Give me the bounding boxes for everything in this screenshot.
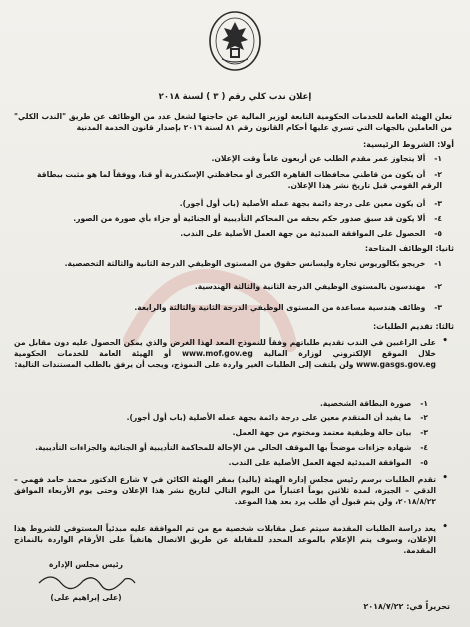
- item-number: ٢-: [420, 413, 428, 422]
- signature-block: [26, 560, 146, 602]
- item-text: أن يكون معين على درجة دائمة بجهة عمله الأصلية (باب أول أجور).: [179, 199, 426, 208]
- item-number: ٤-: [434, 214, 442, 223]
- section-heading-conditions: أولا: الشروط الرئيسية:: [362, 140, 454, 149]
- item-number: ٣-: [434, 303, 442, 312]
- list-item: [14, 281, 442, 292]
- item-text: وظائف هندسية مساعدة من المستوى الوظيفي الدرجة الثانية والثالثة والرابعة.: [134, 303, 426, 312]
- list-item: [14, 228, 442, 239]
- item-text: خريجو بكالوريوس تجارة وليسانس حقوق من المستوى الوظيفي الدرجة الثانية والثالثة التخصصية.: [64, 259, 426, 268]
- item-text: ألا يتجاوز عمر مقدم الطلب عن أربعون عاماً وقت الإعلان.: [211, 154, 426, 163]
- list-item: [14, 153, 442, 164]
- bullet-icon: •: [442, 473, 448, 483]
- item-number: ٤-: [420, 443, 428, 452]
- item-number: ٥-: [420, 458, 428, 467]
- item-number: ٢-: [434, 282, 442, 291]
- item-text: شهادة جزاءات موضحاً بها الموقف الحالي من الإحالة للمحاكمة التأديبية أو الجنائية والجزاءات التأديبية.: [35, 443, 412, 452]
- section-heading-applications: ثالثا: تقديم الطلبات:: [372, 322, 454, 331]
- item-number: ٥-: [434, 229, 442, 238]
- signature-name: (على إبراهيم على): [50, 593, 122, 602]
- list-item: [14, 442, 428, 453]
- list-item: [14, 302, 442, 313]
- item-number: ١-: [434, 259, 442, 268]
- section-heading-jobs: ثانيا: الوظائف المتاحة:: [364, 244, 454, 253]
- list-item: [14, 427, 428, 438]
- list-item: [14, 169, 442, 191]
- bullet-icon: •: [442, 522, 448, 532]
- item-text: مهندسون بالمستوى الوظيفي الدرجة الثانية والثالثة الهندسية.: [194, 282, 426, 291]
- interview-info: يعد دراسة الطلبات المقدمة سيتم عمل مقابلات شخصية مع من تم الموافقة عليه مبدئياً المستوفي للشروط هذا الإعلان، وسوف يتم الإعلام بالموعد المحدد للمقابلة عن طريق الاتصال هاتفياً على الأرقام الواردة بالنماذج المقدمة.: [14, 524, 436, 555]
- handwritten-signature: [31, 569, 141, 591]
- applications-intro: على الراغبين في الندب تقديم طلباتهم وفقاً للنموذج المعد لهذا الغرض والذي يمكن الحصول عليه دون مقابل من خلال الموقع الإلكتروني لوزارة المالية www.mof.gov.eg أو الهيئة العامة للخدمات الحكومية www.gasgs.gov.eg ولن يلتفت إلى الطلبات الغير واردة على النموذج، ويجب أن يرفق بالطلب المستندات التالية:: [14, 338, 437, 369]
- list-item: [14, 398, 428, 409]
- item-text: ألا يكون قد سبق صدور حكم بحقه من المحاكم التأديبية أو الجنائية أو جزاء بأي صورة من الصور.: [73, 214, 426, 223]
- issue-date: تحريراً في: ٢٠١٨/٧/٢٢: [363, 602, 450, 611]
- item-text: ما يفيد أن المتقدم معين على درجة دائمة بجهة عمله الأصلية (باب أول أجور).: [126, 413, 412, 422]
- item-number: ٣-: [420, 428, 428, 437]
- signature-role: رئيس مجلس الإدارة: [49, 560, 123, 569]
- list-item: [14, 457, 428, 468]
- list-item: [14, 213, 442, 224]
- list-item: [14, 198, 442, 209]
- item-text: بيان حالة وظيفية معتمد ومختوم من جهة العمل.: [232, 428, 412, 437]
- item-number: ٣-: [434, 199, 442, 208]
- list-item: [14, 258, 442, 269]
- item-number: ٢-: [434, 170, 442, 179]
- list-item: [14, 412, 428, 423]
- submission-info: تقدم الطلبات برسم رئيس مجلس إدارة الهيئة (باليد) بمقر الهيئة الكائن في ٧ شارع الدكتور محمد حامد فهمي – الدقي – الجيزة، لمدة ثلاثين يوماً اعتباراً من اليوم التالي لتاريخ نشر هذا الإعلان وحتى يوم الأربعاء الموافق ٢٠١٨/٨/٢٢، ولن يتم قبول أي طلب يرد بعد هذا الموعد.: [14, 475, 436, 506]
- item-text: الحصول على الموافقة المبدئية من جهة العمل الأصلية على الندب.: [180, 229, 426, 238]
- item-text: أن يكون من قاطني محافظات القاهرة الكبرى أو محافظتي الإسكندرية أو قنا، ووفقاً لما هو مثبت ببطاقة الرقم القومي قبل تاريخ نشر هذا الإعلان.: [37, 170, 442, 190]
- announcement-intro: تعلن الهيئة العامة للخدمات الحكومية التابعة لوزير المالية عن حاجتها لشغل عدد من الوظائف عن طريق "الندب الكلي" من العاملين بالجهات التي تسري عليها أحكام القانون رقم ٨١ لسنة ٢٠١٦ بإصدار قانون الخدمة المدنية: [14, 112, 452, 132]
- item-number: ١-: [434, 154, 442, 163]
- item-text: الموافقة المبدئية لجهة العمل الأصلية على الندب.: [228, 458, 412, 467]
- item-text: صورة البطاقة الشخصية.: [319, 399, 412, 408]
- bullet-icon: •: [442, 336, 448, 346]
- announcement-title: إعلان ندب كلي رقم ( ٣ ) لسنة ٢٠١٨: [158, 92, 312, 102]
- egyptian-eagle-emblem-icon: [208, 10, 262, 72]
- item-number: ١-: [420, 399, 428, 408]
